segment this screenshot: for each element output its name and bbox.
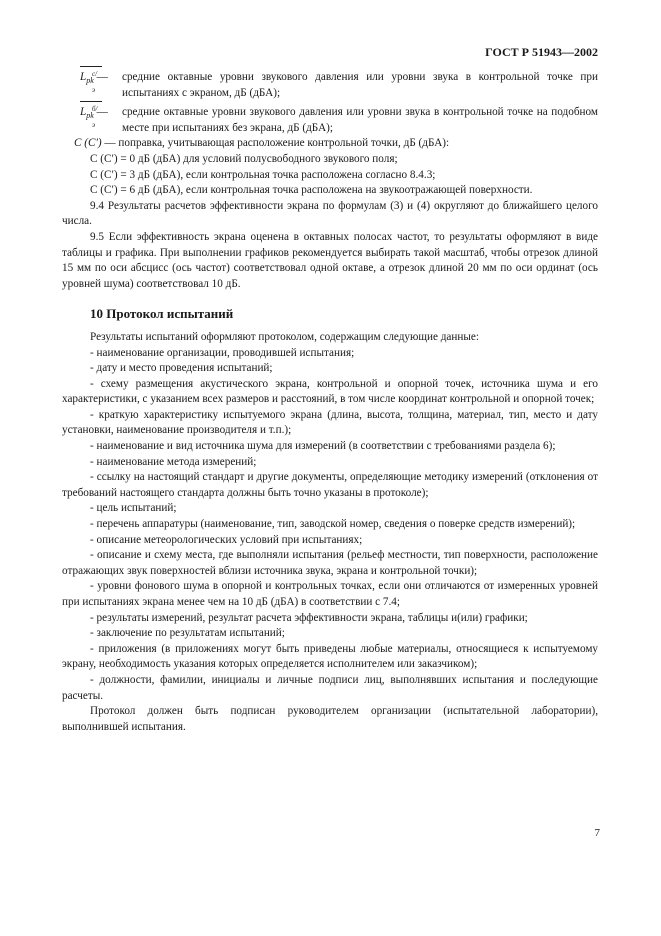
- definition-row: [62, 105, 598, 136]
- correction-definition: C (C′) — поправка, учитывающая расположение контрольной точки, дБ (дБА):: [74, 137, 450, 150]
- definition-row: [62, 70, 598, 101]
- closing-paragraph: Протокол должен быть подписан руководителем организации (испытательной лаборатории), выполнившей испытания.: [62, 705, 598, 733]
- section-intro: Результаты испытаний оформляют протоколом, содержащим следующие данные:: [90, 330, 479, 343]
- list-item: - наименование и вид источника шума для измерений (в соответствии с требованиями раздела 6);: [90, 440, 556, 453]
- standard-header: ГОСТ Р 51943—2002: [485, 45, 598, 59]
- list-item: - наименование метода измерений;: [90, 455, 257, 468]
- list-item: - краткую характеристику испытуемого экрана (длина, высота, толщина, материал, тип, место и дату установки, наименование производителя и т.п.);: [62, 408, 598, 437]
- page-number: 7: [594, 827, 600, 839]
- list-item: - результаты измерений, результат расчета эффективности экрана, таблицы и(или) графики;: [90, 611, 528, 624]
- correction-line: C (C′) = 0 дБ (дБА) для условий полусвободного звукового поля;: [90, 152, 398, 165]
- list-item: - приложения (в приложениях могут быть приведены любые материалы, относящиеся к испытуемому экрану, необходимость указания которых определяется исполнителем или заказчиком);: [62, 642, 598, 671]
- list-item: - схему размещения акустического экрана, контрольной и опорной точек, источника шума и его характеристики, с указанием всех размеров и расстояний, в том числе координат контрольной и опорной точек;: [62, 377, 598, 406]
- definition-text: средние октавные уровни звукового давления или уровни звука в контрольной точке на подобном месте при испытаниях без экрана, дБ (дБА);: [122, 106, 598, 134]
- list-item: - цель испытаний;: [90, 502, 177, 515]
- list-item: - перечень аппаратуры (наименование, тип, заводской номер, сведения о поверке средств измерений);: [90, 518, 576, 531]
- list-item: - уровни фонового шума в опорной и контрольных точках, если они отличаются от измеренных уровней при испытаниях экрана менее чем на 10 дБ (дБА) в соответствии с 7.4;: [62, 580, 598, 608]
- list-item: - ссылку на настоящий стандарт и другие документы, определяющие методику измерений (отклонения от требований настоящего стандарта должны быть точно указаны в протоколе);: [62, 471, 598, 499]
- formula-symbol: L б/э $_{pk}$ —: [80, 105, 108, 124]
- section-heading: 10 Протокол испытаний: [90, 306, 234, 322]
- paragraph-9-5: 9.5 Если эффективность экрана оценена в октавных полосах частот, то результаты оформляют в виде таблицы и графика. При выполнении графиков рекомендуется выбирать такой масштаб, чтобы отрезок длиной 15 мм по оси абсцисс (ось частот) соответствовал одной октаве, а отрезок длиной 20 мм по оси ординат (ось уровней шума) соответствовал 10 дБ.: [62, 230, 598, 290]
- paragraph-9-4: 9.4 Результаты расчетов эффективности экрана по формулам (3) и (4) округляют до ближайшего целого числа.: [62, 199, 598, 228]
- correction-line: C (C′) = 6 дБ (дБА), если контрольная точка расположена на звукоотражающей поверхности.: [90, 184, 533, 197]
- list-item: - наименование организации, проводившей испытания;: [90, 346, 355, 359]
- definition-text: средние октавные уровни звукового давления или уровни звука в контрольной точке при испытаниях с экраном, дБ (дБА);: [122, 71, 598, 99]
- correction-line: C (C′) = 3 дБ (дБА), если контрольная точка расположена согласно 8.4.3;: [90, 168, 436, 181]
- list-item: - описание метеорологических условий при испытаниях;: [90, 533, 363, 546]
- list-item: - заключение по результатам испытаний;: [90, 627, 285, 640]
- formula-symbol: L с/э $_{pk}$ —: [80, 70, 108, 89]
- list-item: - должности, фамилии, инициалы и личные подписи лиц, выполнявших испытания и последующие расчеты.: [62, 673, 598, 702]
- list-item: - описание и схему места, где выполняли испытания (рельеф местности, тип поверхности, расположение отражающих звук поверхностей вблизи источника звука, экрана и контрольной точки);: [62, 549, 598, 577]
- page-content: [62, 70, 598, 735]
- list-item: - дату и место проведения испытаний;: [90, 362, 273, 375]
